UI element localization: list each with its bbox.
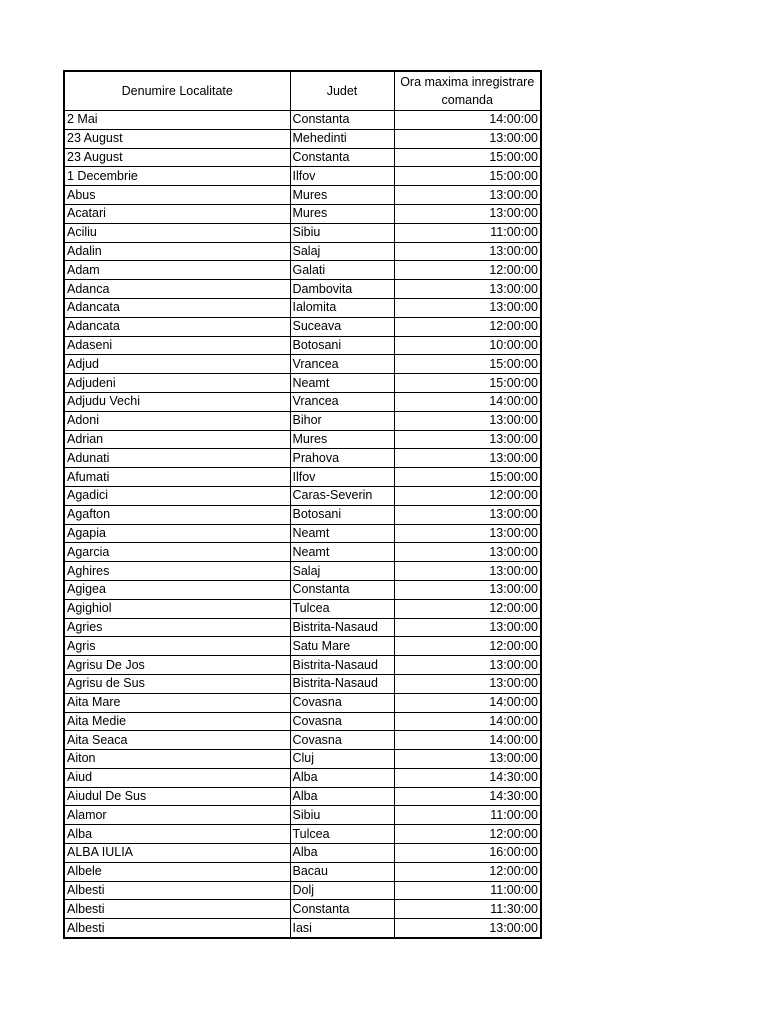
header-locality: Denumire Localitate [64, 71, 290, 111]
cell-county: Sibiu [290, 806, 394, 825]
cell-max-order-time: 13:00:00 [394, 562, 541, 581]
cell-locality: Adam [64, 261, 290, 280]
cell-locality: Adjudu Vechi [64, 392, 290, 411]
cell-county: Ilfov [290, 167, 394, 186]
cell-county: Alba [290, 844, 394, 863]
table-row [64, 543, 541, 562]
cell-county: Prahova [290, 449, 394, 468]
table-row [64, 242, 541, 261]
table-row [64, 167, 541, 186]
cell-max-order-time: 12:00:00 [394, 637, 541, 656]
cell-county: Ilfov [290, 468, 394, 487]
table-row [64, 280, 541, 299]
cell-max-order-time: 15:00:00 [394, 167, 541, 186]
table-row [64, 787, 541, 806]
table-row [64, 693, 541, 712]
table-row [64, 129, 541, 148]
localities-table [63, 70, 542, 939]
table-row [64, 674, 541, 693]
table-header [64, 71, 541, 111]
cell-max-order-time: 11:00:00 [394, 806, 541, 825]
cell-county: Covasna [290, 731, 394, 750]
table-row [64, 148, 541, 167]
cell-county: Mures [290, 204, 394, 223]
cell-county: Sibiu [290, 223, 394, 242]
cell-locality: 23 August [64, 129, 290, 148]
table-row [64, 900, 541, 919]
cell-max-order-time: 13:00:00 [394, 618, 541, 637]
cell-max-order-time: 13:00:00 [394, 674, 541, 693]
cell-county: Mehedinti [290, 129, 394, 148]
cell-locality: Agrisu De Jos [64, 656, 290, 675]
cell-max-order-time: 11:00:00 [394, 881, 541, 900]
cell-locality: Adancata [64, 298, 290, 317]
header-max-order-time: Ora maxima inregistrare comanda [394, 71, 541, 111]
table-row [64, 806, 541, 825]
cell-county: Mures [290, 430, 394, 449]
cell-locality: Albele [64, 862, 290, 881]
cell-county: Botosani [290, 336, 394, 355]
cell-county: Neamt [290, 374, 394, 393]
cell-county: Salaj [290, 562, 394, 581]
cell-max-order-time: 13:00:00 [394, 449, 541, 468]
table-row [64, 562, 541, 581]
cell-locality: Aita Seaca [64, 731, 290, 750]
cell-locality: Albesti [64, 900, 290, 919]
cell-max-order-time: 14:00:00 [394, 111, 541, 130]
cell-max-order-time: 15:00:00 [394, 148, 541, 167]
cell-locality: Adjudeni [64, 374, 290, 393]
table-row [64, 844, 541, 863]
cell-locality: Adanca [64, 280, 290, 299]
table-row [64, 825, 541, 844]
table-row [64, 336, 541, 355]
table-row [64, 261, 541, 280]
cell-locality: Agighiol [64, 599, 290, 618]
cell-locality: Aita Mare [64, 693, 290, 712]
cell-max-order-time: 15:00:00 [394, 468, 541, 487]
cell-max-order-time: 13:00:00 [394, 411, 541, 430]
cell-max-order-time: 14:00:00 [394, 712, 541, 731]
cell-county: Bistrita-Nasaud [290, 656, 394, 675]
cell-county: Caras-Severin [290, 486, 394, 505]
cell-locality: Adrian [64, 430, 290, 449]
cell-county: Mures [290, 186, 394, 205]
cell-locality: 1 Decembrie [64, 167, 290, 186]
cell-county: Constanta [290, 148, 394, 167]
cell-max-order-time: 11:30:00 [394, 900, 541, 919]
cell-max-order-time: 12:00:00 [394, 261, 541, 280]
cell-county: Cluj [290, 750, 394, 769]
cell-county: Ialomita [290, 298, 394, 317]
table-row [64, 411, 541, 430]
cell-max-order-time: 13:00:00 [394, 750, 541, 769]
cell-locality: Albesti [64, 881, 290, 900]
cell-max-order-time: 12:00:00 [394, 862, 541, 881]
table-row [64, 712, 541, 731]
cell-max-order-time: 13:00:00 [394, 505, 541, 524]
cell-county: Tulcea [290, 599, 394, 618]
cell-max-order-time: 13:00:00 [394, 186, 541, 205]
cell-county: Covasna [290, 712, 394, 731]
cell-county: Bistrita-Nasaud [290, 618, 394, 637]
cell-county: Dambovita [290, 280, 394, 299]
cell-locality: Agarcia [64, 543, 290, 562]
cell-locality: Agigea [64, 580, 290, 599]
table-row [64, 298, 541, 317]
table-row [64, 186, 541, 205]
table-row [64, 524, 541, 543]
cell-max-order-time: 12:00:00 [394, 599, 541, 618]
table-row [64, 486, 541, 505]
cell-max-order-time: 13:00:00 [394, 204, 541, 223]
cell-max-order-time: 10:00:00 [394, 336, 541, 355]
table-row [64, 919, 541, 938]
cell-max-order-time: 13:00:00 [394, 580, 541, 599]
table-row [64, 392, 541, 411]
cell-locality: Adjud [64, 355, 290, 374]
table-row [64, 223, 541, 242]
cell-locality: Aiud [64, 768, 290, 787]
cell-county: Dolj [290, 881, 394, 900]
cell-locality: Agapia [64, 524, 290, 543]
cell-county: Vrancea [290, 355, 394, 374]
table-row [64, 580, 541, 599]
cell-locality: Albesti [64, 919, 290, 938]
table-row [64, 599, 541, 618]
cell-max-order-time: 14:30:00 [394, 768, 541, 787]
cell-max-order-time: 13:00:00 [394, 524, 541, 543]
cell-locality: Aghires [64, 562, 290, 581]
cell-county: Bacau [290, 862, 394, 881]
table-row [64, 637, 541, 656]
cell-county: Salaj [290, 242, 394, 261]
cell-county: Bihor [290, 411, 394, 430]
cell-max-order-time: 12:00:00 [394, 486, 541, 505]
table-row [64, 317, 541, 336]
cell-locality: 2 Mai [64, 111, 290, 130]
table-row [64, 449, 541, 468]
table-row [64, 750, 541, 769]
cell-max-order-time: 12:00:00 [394, 825, 541, 844]
table-row [64, 374, 541, 393]
cell-county: Constanta [290, 900, 394, 919]
cell-locality: Aita Medie [64, 712, 290, 731]
cell-max-order-time: 12:00:00 [394, 317, 541, 336]
cell-locality: Agrisu de Sus [64, 674, 290, 693]
cell-max-order-time: 13:00:00 [394, 280, 541, 299]
table-row [64, 468, 541, 487]
cell-max-order-time: 13:00:00 [394, 543, 541, 562]
table-row [64, 862, 541, 881]
table-row [64, 204, 541, 223]
header-row [64, 71, 541, 111]
table-body [64, 111, 541, 939]
cell-locality: Acatari [64, 204, 290, 223]
cell-locality: Agris [64, 637, 290, 656]
cell-county: Constanta [290, 111, 394, 130]
cell-max-order-time: 13:00:00 [394, 656, 541, 675]
cell-locality: Adaseni [64, 336, 290, 355]
cell-max-order-time: 15:00:00 [394, 374, 541, 393]
table-row [64, 355, 541, 374]
cell-county: Alba [290, 787, 394, 806]
cell-locality: Aiudul De Sus [64, 787, 290, 806]
table-row [64, 618, 541, 637]
cell-locality: Alamor [64, 806, 290, 825]
cell-county: Suceava [290, 317, 394, 336]
table-row [64, 505, 541, 524]
cell-locality: Adunati [64, 449, 290, 468]
cell-county: Covasna [290, 693, 394, 712]
cell-max-order-time: 16:00:00 [394, 844, 541, 863]
cell-locality: Adancata [64, 317, 290, 336]
cell-max-order-time: 15:00:00 [394, 355, 541, 374]
cell-max-order-time: 14:00:00 [394, 392, 541, 411]
cell-max-order-time: 13:00:00 [394, 129, 541, 148]
cell-max-order-time: 11:00:00 [394, 223, 541, 242]
cell-max-order-time: 14:00:00 [394, 731, 541, 750]
cell-locality: Aiton [64, 750, 290, 769]
cell-locality: 23 August [64, 148, 290, 167]
cell-locality: Adalin [64, 242, 290, 261]
cell-locality: Abus [64, 186, 290, 205]
cell-locality: Alba [64, 825, 290, 844]
table-row [64, 731, 541, 750]
cell-county: Neamt [290, 543, 394, 562]
cell-locality: Afumati [64, 468, 290, 487]
cell-county: Iasi [290, 919, 394, 938]
cell-max-order-time: 13:00:00 [394, 242, 541, 261]
cell-max-order-time: 14:30:00 [394, 787, 541, 806]
cell-locality: Agafton [64, 505, 290, 524]
cell-max-order-time: 13:00:00 [394, 919, 541, 938]
cell-max-order-time: 13:00:00 [394, 298, 541, 317]
cell-county: Galati [290, 261, 394, 280]
cell-county: Botosani [290, 505, 394, 524]
cell-locality: Aciliu [64, 223, 290, 242]
table-row [64, 656, 541, 675]
cell-locality: Adoni [64, 411, 290, 430]
cell-county: Bistrita-Nasaud [290, 674, 394, 693]
cell-locality: Agadici [64, 486, 290, 505]
cell-county: Vrancea [290, 392, 394, 411]
header-county: Judet [290, 71, 394, 111]
cell-county: Constanta [290, 580, 394, 599]
cell-county: Alba [290, 768, 394, 787]
cell-county: Satu Mare [290, 637, 394, 656]
table-row [64, 430, 541, 449]
cell-locality: Agries [64, 618, 290, 637]
cell-county: Tulcea [290, 825, 394, 844]
cell-locality: ALBA IULIA [64, 844, 290, 863]
table-row [64, 768, 541, 787]
table-row [64, 111, 541, 130]
cell-max-order-time: 13:00:00 [394, 430, 541, 449]
cell-county: Neamt [290, 524, 394, 543]
cell-max-order-time: 14:00:00 [394, 693, 541, 712]
table-row [64, 881, 541, 900]
